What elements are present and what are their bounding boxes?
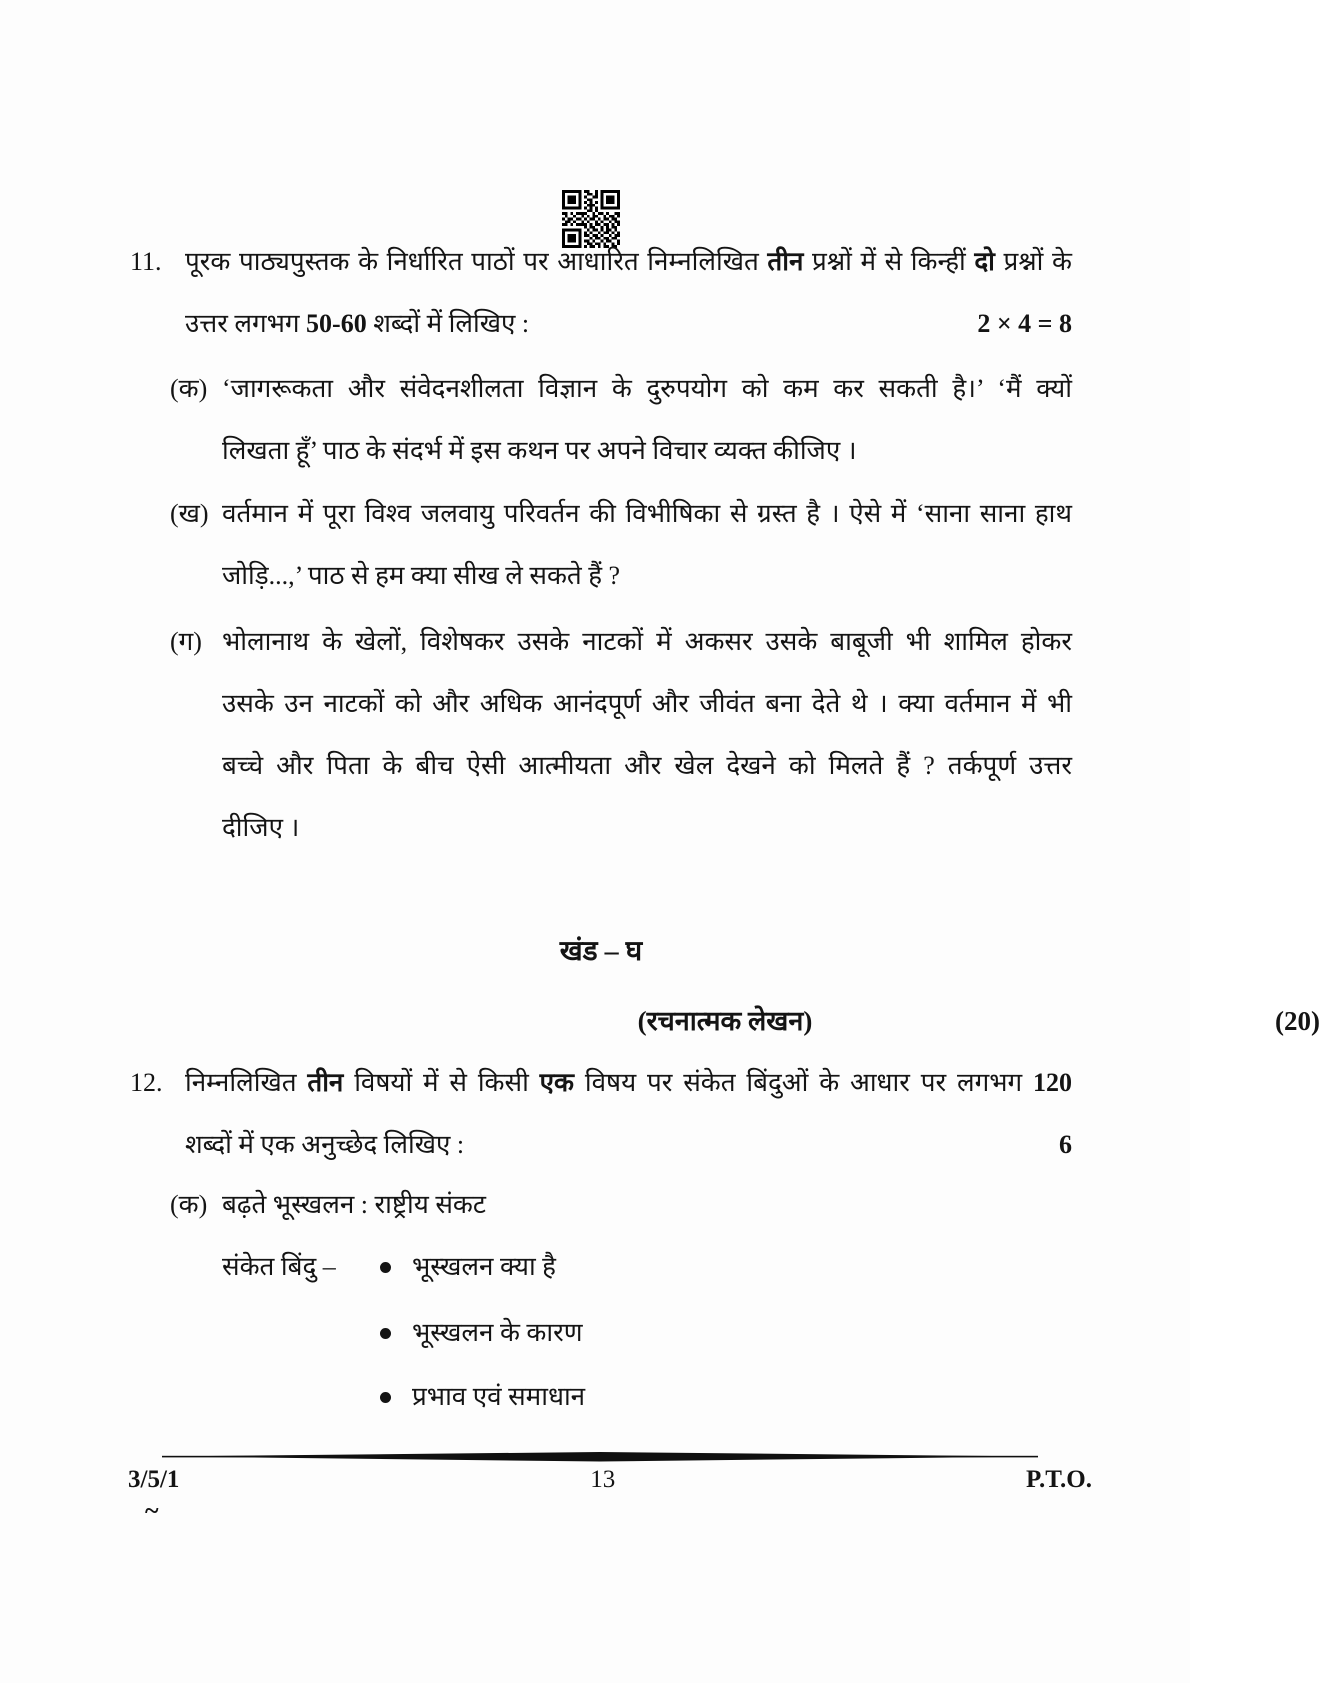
bullet-icon — [380, 1392, 391, 1403]
question-12-marks: 6 — [1059, 1130, 1072, 1159]
question-11-sub-c — [130, 625, 1072, 873]
footer-rule — [162, 1449, 1038, 1459]
sub-b-line1: वर्तमान में पूरा विश्व जलवायु परिवर्तन की विभीषिका से ग्रस्त है । ऐसे में ‘साना साना हाथ — [222, 499, 1072, 528]
tilde-mark: ~ — [145, 1496, 159, 1525]
sub-b-label: (ख) — [170, 499, 209, 528]
question-11 — [130, 245, 1072, 369]
section-marks: (20) — [1275, 1006, 1320, 1036]
bullet-2: भूस्खलन के कारण — [412, 1318, 583, 1347]
section-title: खंड – घ — [559, 936, 643, 967]
sub-a-line1: ‘जागरूकता और संवेदनशीलता विज्ञान के दुरुपयोग को कम कर सकती है।’ ‘मैं क्यों — [222, 374, 1072, 403]
question-12-sub-a — [130, 1188, 1072, 1250]
section-subtitle: (रचनात्मक लेखन) — [637, 1006, 813, 1036]
footer — [128, 1464, 1092, 1496]
question-11-sub-a — [130, 372, 1072, 496]
question-11-number: 11. — [130, 247, 162, 276]
sub-c-line1: भोलानाथ के खेलों, विशेषकर उसके नाटकों में अकसर उसके बाबूजी भी शामिल होकर — [222, 627, 1072, 656]
bullet-1: भूस्खलन क्या है — [412, 1252, 556, 1281]
sub-c-line3: बच्चे और पिता के बीच ऐसी आत्मीयता और खेल देखने को मिलते हैं ? तर्कपूर्ण उत्तर — [222, 751, 1072, 780]
qr-code — [562, 190, 620, 248]
bullet-icon — [380, 1262, 391, 1273]
question-11-marks: 2 × 4 = 8 — [977, 309, 1072, 338]
question-12-line2: शब्दों में एक अनुच्छेद लिखिए : 6 — [185, 1128, 1072, 1190]
pto-label: P.T.O. — [1026, 1466, 1092, 1493]
hint-row — [130, 1250, 1072, 1284]
topic-title: बढ़ते भूस्खलन : राष्ट्रीय संकट — [222, 1190, 486, 1219]
sub-a-label: (क) — [170, 374, 208, 403]
bullet-3: प्रभाव एवं समाधान — [412, 1382, 586, 1411]
question-11-line2: उत्तर लगभग 50-60 शब्दों में लिखिए : 2 × 4 = 8 — [185, 307, 1072, 369]
bullet-row-2 — [130, 1316, 1072, 1350]
paper-code: 3/5/1 — [128, 1466, 180, 1493]
question-12 — [130, 1066, 1072, 1190]
sub-c-label: (ग) — [170, 627, 202, 656]
section-subtitle-row — [130, 1004, 1320, 1038]
sub-a-line2: लिखता हूँ’ पाठ के संदर्भ में इस कथन पर अपने विचार व्यक्त कीजिए । — [222, 436, 857, 465]
question-12-line1: निम्नलिखित तीन विषयों में से किसी एक विषय पर संकेत बिंदुओं के आधार पर लगभग 120 — [185, 1068, 1072, 1097]
bullet-icon — [380, 1328, 391, 1339]
sub-a12-label: (क) — [170, 1190, 208, 1219]
bullet-row-3 — [130, 1380, 1072, 1414]
sub-c-line4: दीजिए । — [222, 813, 300, 842]
question-11-sub-b — [130, 497, 1072, 621]
sub-c-line2: उसके उन नाटकों को और अधिक आनंदपूर्ण और जीवंत बना देते थे । क्या वर्तमान में भी — [222, 689, 1072, 718]
question-12-number: 12. — [130, 1068, 163, 1097]
hint-label: संकेत बिंदु – — [222, 1252, 336, 1281]
page-number: 13 — [590, 1466, 616, 1493]
sub-b-line2: जोड़ि...,’ पाठ से हम क्या सीख ले सकते हैं ? — [222, 561, 621, 590]
question-11-line1: पूरक पाठ्यपुस्तक के निर्धारित पाठों पर आधारित निम्नलिखित तीन प्रश्नों में से किन्हीं दो प्रश्नों के — [185, 247, 1072, 276]
